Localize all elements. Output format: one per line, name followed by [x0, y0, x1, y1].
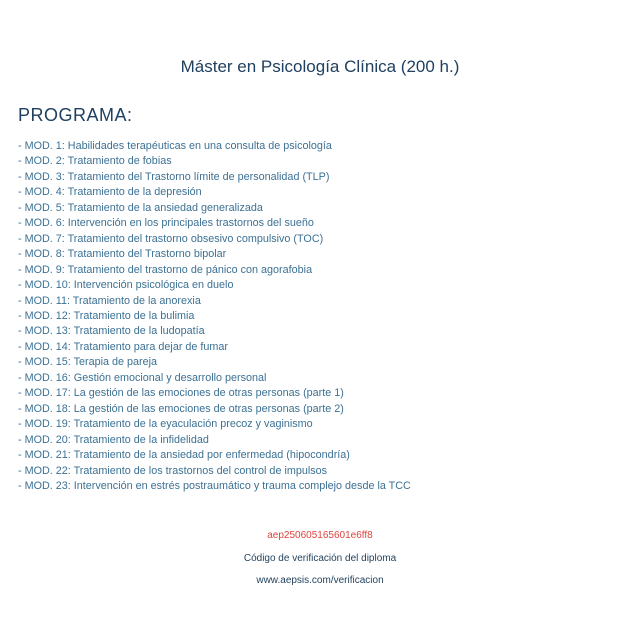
list-item: - MOD. 20: Tratamiento de la infidelidad [18, 433, 209, 446]
list-item: - MOD. 15: Terapia de pareja [18, 356, 158, 369]
module-list [18, 139, 618, 494]
list-item: - MOD. 5: Tratamiento de la ansiedad generalizada [18, 201, 263, 214]
list-item: - MOD. 1: Habilidades terapéuticas en una consulta de psicología [18, 140, 332, 152]
list-item: - MOD. 4: Tratamiento de la depresión [18, 186, 202, 199]
list-item: - MOD. 12: Tratamiento de la bulimia [18, 309, 195, 322]
list-item: - MOD. 14: Tratamiento para dejar de fumar [18, 340, 229, 353]
list-item: - MOD. 2: Tratamiento de fobias [18, 155, 172, 168]
verification-code: aep250605165601e6ff8 [267, 530, 373, 541]
list-item: - MOD. 6: Intervención en los principales trastornos del sueño [18, 217, 314, 230]
program-heading: PROGRAMA: [18, 105, 133, 125]
list-item: - MOD. 11: Tratamiento de la anorexia [18, 294, 201, 307]
verification-caption: Código de verificación del diploma [243, 552, 397, 564]
list-item: - MOD. 8: Tratamiento del Trastorno bipolar [18, 248, 227, 261]
list-item: - MOD. 13: Tratamiento de la ludopatía [18, 325, 205, 338]
list-item: - MOD. 7: Tratamiento del trastorno obsesivo compulsivo (TOC) [18, 232, 324, 245]
verification-url: www.aepsis.com/verificacion [256, 575, 384, 586]
list-item: - MOD. 22: Tratamiento de los trastornos del control de impulsos [18, 464, 328, 477]
verification-footer [0, 530, 640, 586]
list-item: - MOD. 18: La gestión de las emociones de otras personas (parte 2) [18, 402, 344, 415]
list-item: - MOD. 9: Tratamiento del trastorno de pánico con agorafobia [18, 263, 313, 276]
page-title: Máster en Psicología Clínica (200 h.) [180, 57, 460, 76]
list-item: - MOD. 3: Tratamiento del Trastorno límite de personalidad (TLP) [18, 170, 330, 183]
list-item: - MOD. 17: La gestión de las emociones de otras personas (parte 1) [18, 387, 344, 400]
list-item: - MOD. 19: Tratamiento de la eyaculación precoz y vaginismo [18, 418, 313, 431]
list-item: - MOD. 23: Intervención en estrés postraumático y trauma complejo desde la TCC [18, 479, 411, 492]
list-item: - MOD. 10: Intervención psicológica en duelo [18, 279, 234, 292]
list-item: - MOD. 16: Gestión emocional y desarrollo personal [18, 371, 267, 384]
list-item: - MOD. 21: Tratamiento de la ansiedad por enfermedad (hipocondría) [18, 449, 350, 462]
